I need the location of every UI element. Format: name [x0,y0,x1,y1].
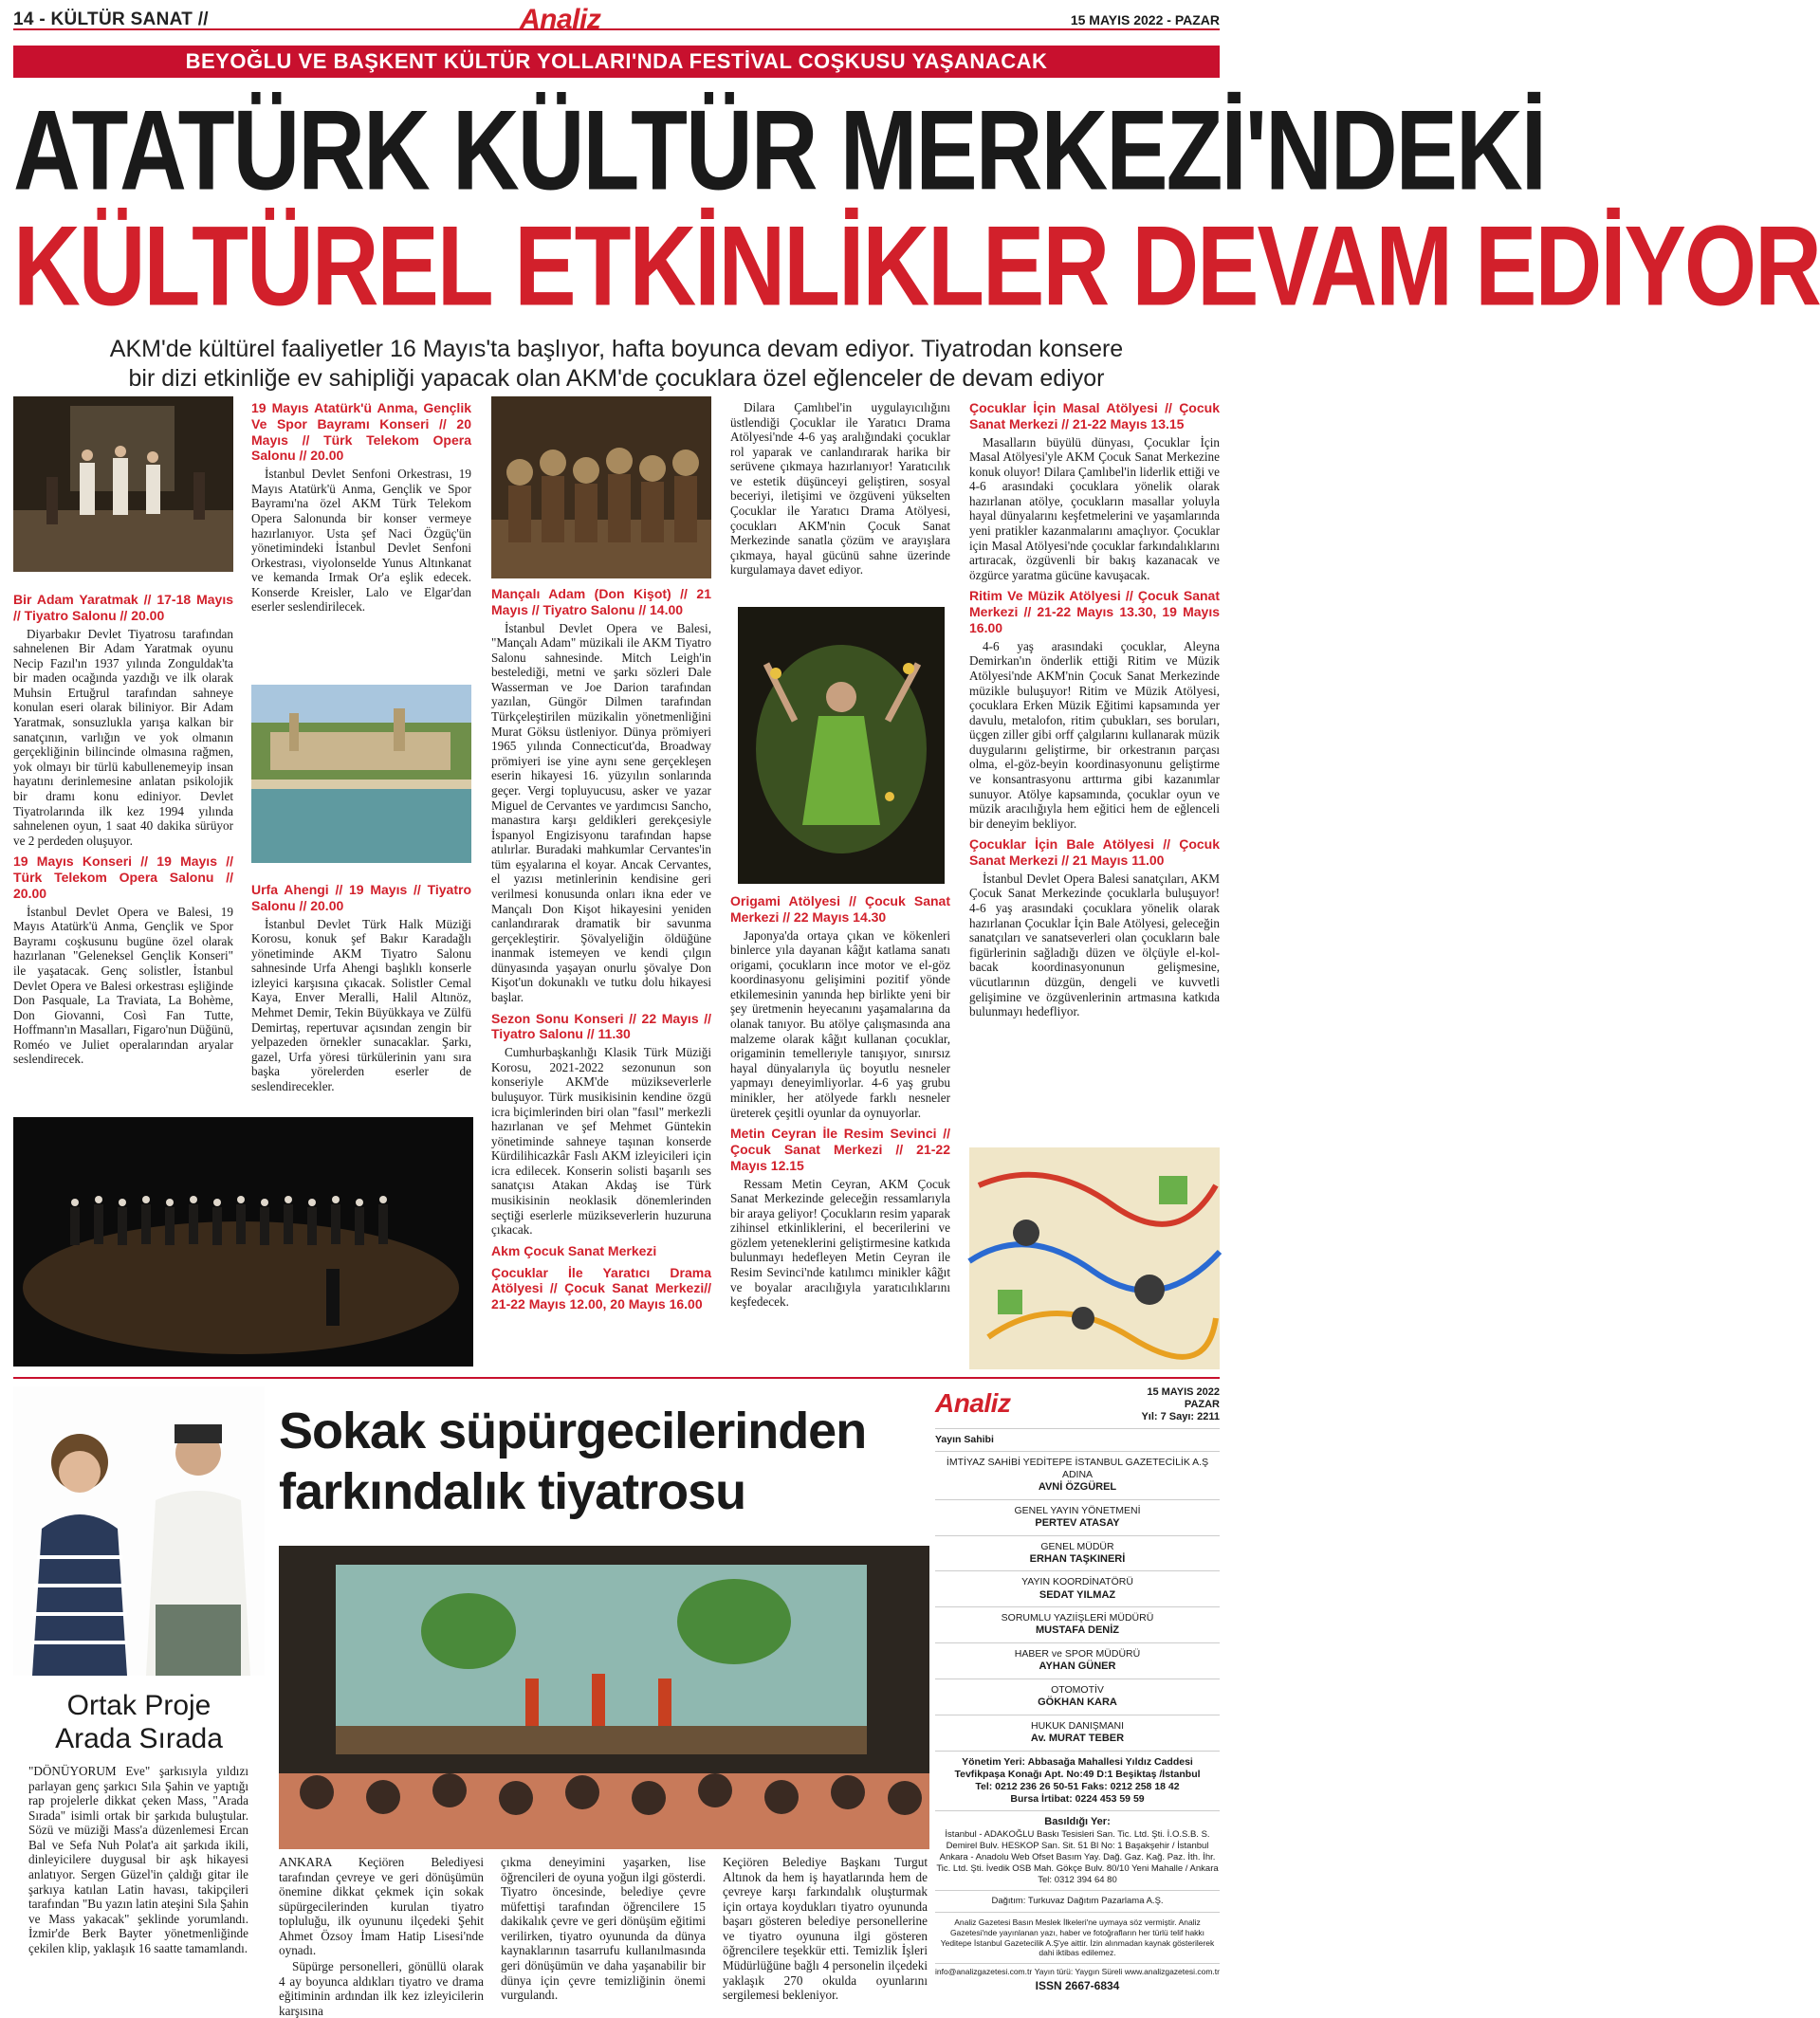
photo-children-painting [969,1147,1220,1369]
bursa-phone: Bursa İrtibat: 0224 453 59 59 [1010,1793,1145,1806]
role-name: AYHAN GÜNER [1039,1660,1116,1673]
event-text: İstanbul Devlet Opera ve Balesi, "Mançalı Adam" müzikali ile AKM Tiyatro Salonu sahnesinde. Mitch Leigh'in bestelediği, metni ve şarkı sözleri Dale Wasserman ve Joe Darion tarafından yazılan, Güngör Dilmen tarafından Türkçeleştirilen müzikalin yönetmenliğini Murat Göksu üstleniyor. Dünya prömiyeri 1965 yılında Connecticut'da, Broadway prömiyeri ise yine aynı sene gerçekleşen eserin hikayesi 16. yüzyılın sonlarında geçer. Vergi topluyucusu, asker ve yazar Miguel de Cervantes ve yardımcısı Sancho, manastıra karşı geldikleri gerekçesiyle İspanyol Engizisyonu tarafından hapse atılırlar. Buradaki mahkumlar Cervantes'in tüm eşyalarına el koyar. Ancak Cervantes, el yazısı metinlerinin kendisine geri verilmesi konusunda onları ikna eder ve Mançalı Don Kişot hikayesini yeniden canlandırarak dramatik bir savunma gerçekleştirir. Şövalyeliğin öldüğüne inanmak istemeyen ve kendi çılgın dünyasında yaşayan onurlu şövalye Don Kişot'un dokunaklı ve tutku dolu hikayesi başlar. [491,620,711,1005]
event-text: İstanbul Devlet Türk Halk Müziği Korosu, konuk şef Bakır Karadağlı yönetiminde AKM Tiyatro Salonu sahnesinde Urfa Ahengi başlıklı konserle izleyici karşısına çıkacak. Solistler Cemal Kaya, Enver Meralli, Halil Altınöz, Mehmet Demir, Tekin Büyükkaya ve Zülfü Demirtaş, repertuvar açısından zengin bir yelpazeden örnekler sunacaklar. Şarkı, gazel, Urfa yöresi türkülerinin yanı sıra başka yörelerden eserler de seslendirecekler. [251,916,471,1093]
role-title: YAYIN KOORDİNATÖRÜ [1021,1576,1133,1588]
event-heading: Sezon Sonu Konseri // 22 Mayıs // Tiyatro Salonu // 11.30 [491,1010,711,1042]
role-name: PERTEV ATASAY [1035,1516,1120,1529]
page-label: 14 - KÜLTÜR SANAT // [13,9,209,29]
deck [13,335,1220,394]
photo-urfa-pool [251,685,471,863]
role-name: GÖKHAN KARA [1038,1697,1117,1709]
story2-title [279,1402,933,1522]
column-2-top [251,400,471,628]
role-title: OTOMOTİV [1051,1684,1104,1697]
photo-dancer [738,607,945,884]
role-title: HABER ve SPOR MÜDÜRÜ [1014,1648,1141,1660]
photo-singers [13,1386,265,1676]
event-text: İstanbul Devlet Opera Balesi sanatçıları, AKM Çocuk Sanat Merkezinde çocuklarla buluşuyor! 4-6 yaş arasındaki çocuklara yönelik olarak hazırlanan Çocuklar İçin Bale Atölyesi, geleceğin sanatçıları ve sanatseverleri olan çocukların bale figürlerinin sağladığı düzen ve ölçüyle el-kol-bacak koordinasyonunun gelişmesine, vücutlarının düzgün, dengeli ve kuvvetli gelişimine ve özgüvenlerinin artmasına katkıda bulunmayı hedefliyor. [969,871,1220,1019]
issn: ISSN 2667-6834 [1035,1979,1120,1993]
headline-line1: ATATÜRK KÜLTÜR MERKEZİ'NDEKİ [13,85,1545,213]
event-heading: 19 Mayıs Konseri // 19 Mayıs // Türk Telekom Opera Salonu // 20.00 [13,853,233,901]
masthead-day: PAZAR [1184,1399,1220,1411]
story2-col1 [279,1855,484,2018]
distribution: Dağıtım: Turkuvaz Dağıtım Pazarlama A.Ş. [935,1891,1220,1913]
section-divider [13,1377,1220,1379]
website-link[interactable]: www.analizgazetesi.com.tr [1124,1966,1220,1976]
event-text: İstanbul Devlet Senfoni Orkestrası, 19 Mayıs Atatürk'ü Anma, Gençlik ve Spor Bayramı'na özel AKM Türk Telekom Opera Salonunda bir konser vermeye hazırlanıyor. Usta şef Naci Özgüç'ün yönetimindeki İstanbul Devlet Senfoni Orkestrası, viyolonselde Yunus Altınkanat ve kemanda Irmak Or'a eşlik edecek. Konserde Kreisler, Lalo ve Elgar'dan eserler seslendirilecek. [251,467,471,615]
event-text: Masalların büyülü dünyası, Çocuklar İçin Masal Atölyesi'yle AKM Çocuk Sanat Merkezine konuk oluyor! Dilara Çamlıbel'in liderlik ettiği ve 4-6 arasındaki çocuklara yönelik olarak hazırlanan atölye, çocukların masallar yoluyla hayal dünyalarını keşfetmelerini ve yaşamlarında yeni pratikler kazanmalarını amaçlıyor. Çocuklar için Masal Atölyesi'nde çocuklar farkındalıklarını artıracak, özgüvenli bir bakış kazanacak ve özgürce yaratma gücüne kavuşacak. [969,434,1220,582]
owner-name: AVNİ ÖZGÜREL [1038,1480,1117,1493]
story2-title-line1: Sokak süpürgecilerinden [279,1403,867,1459]
story2-text: Keçiören Belediye Başkanı Turgut Altınok da hem iş hayatlarında hem de çevreye karşı farkındalık oluşturmak için ortaya koydukları tiyatro oyununda başarı gösteren belediye personellerine ve tiyatro oyununa ilgi gösteren öğrencilere teşekkür etti. Temizlik İşleri Müdürlüğüne bağlı 4 personelin ilçedeki yaklaşık 270 okulda oyunlarını sergilemesi bekleniyor. [723,1855,928,2003]
publication-type: Yayın türü: Yaygın Süreli [1034,1966,1123,1976]
masthead [935,1386,1220,2003]
story2-text: Süpürge personelleri, gönüllü olarak 4 ay boyunca aldıkları tiyatro ve drama eğitiminin ardından ilk kez izleyicilerin karşısına [279,1959,484,2018]
headline-line2: KÜLTÜREL ETKİNLİKLER DEVAM EDİYOR [13,201,1820,329]
deck-line1: AKM'de kültürel faaliyetler 16 Mayıs'ta başlıyor, hafta boyunca devam ediyor. Tiyatrodan konsere [109,336,1124,362]
column-4-top [730,400,950,599]
event-text: 4-6 yaş arasındaki çocuklar, Aleyna Demirkan'ın önderlik ettiği Ritim ve Müzik Atölyesi'nde AKM'nin Çocuk Sanat Merkezinde müzikle buluşuyor! Ritim ve Müzik Atölyesi, çocuklara Erken Müzik Eğitimi kapsamında yer davulu, metalofon, ritim çubukları, ses boruları, üçgen ziller gibi orff çalgılarını kullanarak müzik duygularını geliştirme, bir orkestranın parçası olma, el-göz-beyin koordinasyonunu geliştirme ve konsantrasyonu arttırma gibi kazanımlar sunuyor. Atölye kapsamında, çocuklar oyun ve müzik aracılığıyla hem eğitici hem de eğlenceli bir deneyim bekliyor. [969,638,1220,831]
photo-street-sweepers-play [279,1546,929,1849]
role-name: Av. MURAT TEBER [1030,1733,1125,1745]
role-title: GENEL YAYIN YÖNETMENİ [1014,1504,1141,1516]
story2-col2 [501,1855,706,2011]
section-heading: Akm Çocuk Sanat Merkezi [491,1242,657,1258]
event-heading: Origami Atölyesi // Çocuk Sanat Merkezi // 22 Mayıs 14.30 [730,893,950,925]
event-heading: 19 Mayıs Atatürk'ü Anma, Gençlik Ve Spor Bayramı Konseri // 20 Mayıs // Türk Telekom Opera Salonu // 20.00 [251,400,471,464]
column-2-bottom [251,882,471,1110]
owner-text: İMTİYAZ SAHİBİ YEDİTEPE İSTANBUL GAZETECİLİK A.Ş ADINA [946,1456,1209,1480]
phone: Tel: 0212 236 26 50-51 Faks: 0212 258 18 42 [975,1781,1180,1793]
ethics-note: Analiz Gazetesi Basın Meslek İlkeleri'ne uymaya söz vermiştir. Analiz Gazetesi'nde yayınlanan yazı, haber ve fotoğrafların her türlü telif hakkı Yeditepe İstanbul Gazetecilik A.Ş'ye aittir. İzin alınmadan kaynak gösterilerek dahi iktibas edilemez. [935,1913,1220,1964]
masthead-issue: Yıl: 7 Sayı: 2211 [1141,1411,1220,1423]
role-title: SORUMLU YAZIİŞLERİ MÜDÜRÜ [1001,1612,1154,1624]
event-heading: Çocuklar İle Yaratıcı Drama Atölyesi // Çocuk Sanat Merkezi// 21-22 Mayıs 12.00, 20 Mayıs 16.00 [491,1264,711,1312]
column-3 [491,580,711,1367]
event-heading: Ritim Ve Müzik Atölyesi // Çocuk Sanat Merkezi // 21-22 Mayıs 13.30, 19 Mayıs 16.00 [969,588,1220,635]
story2-text: ANKARA Keçiören Belediyesi tarafından çevreye ve geri dönüşümün önemine dikkat çekmek için sokak süpürgecilerinden kurulan tiyatro topluluğu, ilk oyununu ilçedeki Şehit Ahmet Özsoy İmam Hatip Lisesi'nde oynadı. [279,1855,484,1958]
role-name: SEDAT YILMAZ [1039,1588,1116,1601]
story3-text: "DÖNÜYORUM Eve" şarkısıyla yıldızı parlayan genç şarkıcı Sıla Şahin ve yaptığı rap projelerle dikkat çeken Mass, "Arada Sırada" isimli ortak bir şarkıda buluştular. Sözü ve müziği Mass'a düzenlemesi Ercan Bal ve Sefa Nuh Polat'a ait şarkıda ikili, dinleyicilere duygusal bir aşk hikayesi anlatıyor. Sergen Güzel'in çaldığı gitar ile şarkıya katılan Latin havası, takipçileri tarafından "Bu yazın latin ateşini Sıla Şahin ve Mass yakacak" şeklinde yorumlandı. İzmir'de Berk Bayter yönetmenliğinde çekilen klip, yaklaşık 16 saatte tamamlandı. [28,1764,248,1955]
event-text: Ressam Metin Ceyran, AKM Çocuk Sanat Merkezinde geleceğin ressamlarıyla bir araya geliyor! Çocukların resim yaparak zihinsel etkinliklerini, el becerilerini ve gözlem yeteneklerini geliştirmesine katkıda bulunmayı hedefleyen Metin Ceyran ile Resim Sevinci'nde katılımcı minikler kâğıt ve boyalar aracılığıyla yaratıcılıklarını keşfedecek. [730,1176,950,1310]
print-ankara: Ankara - Anadolu Web Ofset Basım Yay. Dağ. Gaz. Kağ. Paz. İth. İhr. Tic. Ltd. Şti. İvedik OSB Mah. Gökçe Bulv. 80/10 Yeni Mahalle / Ankara Tel: 0312 394 64 80 [936,1851,1219,1885]
story2-col3 [723,1855,928,2011]
event-heading: Mançalı Adam (Don Kişot) // 21 Mayıs // Tiyatro Salonu // 14.00 [491,586,711,617]
event-heading: Çocuklar İçin Bale Atölyesi // Çocuk Sanat Merkezi // 21 Mayıs 11.00 [969,836,1220,869]
column-4-bottom [730,893,950,1372]
newspaper-logo: Analiz [520,4,601,35]
photo-orchestra-concert [13,1117,473,1367]
event-text: İstanbul Devlet Opera ve Balesi, 19 Mayıs Atatürk'ü Anma, Gençlik ve Spor Bayramı coşkusunu bugüne özel olarak hazırlanan "Geleneksel Gençlik Konseri" ile yaşatacak. Genç solistler, İstanbul Devlet Opera ve Balesi orkestrası eşliğinde Don Pasquale, La Traviata, La Bohème, Don Giovanni, Così Fan Tutte, Hoffmann'ın Masalları, Figaro'nun Düğünü, Roméo ve Juliet operalarından aryalar seslendirecek. [13,904,233,1067]
event-text: Dilara Çamlıbel'in uygulayıcılığını üstlendiği Çocuklar ile Yaratıcı Drama Atölyesi'nde 4-6 yaş aralığındaki çocuklar rol yaparak ve canlandırarak harika bir serüvene çıkmaya hazırlanıyor! Yaratıcılık ve estetik düşünceyi geliştiren, sosyal beceriyi, iletişimi ve özgüveni yükselten Çocuklar ile Yaratıcı Drama Atölyesi, çocukları AKM'nin Çocuk Sanat Merkezinde sanatla çözüm ve arayışlara çıkmaya, hayal gücünü sahne üzerinde kurgulamaya davet ediyor. [730,400,950,578]
section-banner: BEYOĞLU VE BAŞKENT KÜLTÜR YOLLARI'NDA FESTİVAL COŞKUSU YAŞANACAK [13,46,1220,78]
event-heading: Bir Adam Yaratmak // 17-18 Mayıs // Tiyatro Salonu // 20.00 [13,592,233,623]
column-1 [13,586,233,1098]
event-heading: Urfa Ahengi // 19 Mayıs // Tiyatro Salonu // 20.00 [251,882,471,913]
story3-title-line1: Ortak Proje [66,1690,211,1721]
print-label: Basıldığı Yer: [1044,1816,1111,1828]
role-name: ERHAN TAŞKINERİ [1029,1552,1126,1565]
story2-text: çıkma deneyimini yaşarken, lise öğrencileri de oyuna yoğun ilgi gösterdi. Tiyatro öncesinde, belediye çevre müfettişi tarafından öğrencilere 15 dakikalık çevre ve geri dönüşüm eğitimi verilirken, tiyatro oyununda da dünya kaynaklarının tasarrufu kullanılmasında geri dönüşümün ve daha yaşanabilir bir dünya için çevre temizliğinin önemi vurgulandı. [501,1855,706,2003]
event-heading: Metin Ceyran İle Resim Sevinci // Çocuk Sanat Merkezi // 21-22 Mayıs 12.15 [730,1126,950,1173]
masthead-logo: Analiz [935,1388,1011,1418]
event-text: Cumhurbaşkanlığı Klasik Türk Müziği Korosu, 2021-2022 sezonunun son konseriyle AKM'de müzikseverlerle buluşuyor. Türk musikisinin kendine özgü icra biçimlerinden biri olan "fasıl" merkezli hazırlanan ve şef Mehmet Güntekin yönetiminde sahneye taşınan konserde Kürdilihicazkâr Faslı AKM izleyicileri için icra edilecek. Konserin solisti başarılı ses sanatçısı Atakan Akdaş ise Türk musikisinin neoklasik dönemlerinden seçtiği eserlerle müzikseverlerin huzuruna çıkacak. [491,1045,711,1238]
story3-title [13,1690,265,1755]
print-istanbul: İstanbul - ADAKOĞLU Baskı Tesisleri San. Tic. Ltd. Şti. İ.O.S.B. S. Demirel Bulv. HESKOP San. Sit. 51 Bl No: 1 Başakşehir / İstanbul [945,1829,1210,1851]
issue-date: 15 MAYIS 2022 - PAZAR [1070,12,1220,28]
email-link[interactable]: info@analizgazetesi.com.tr [935,1966,1033,1976]
masthead-date: 15 MAYIS 2022 [1147,1386,1220,1398]
role-name: MUSTAFA DENİZ [1036,1624,1119,1637]
owner-label: Yayın Sahibi [935,1433,994,1445]
photo-musical-cast [491,396,711,578]
story2-title-line2: farkındalık tiyatrosu [279,1462,746,1520]
story3-title-line2: Arada Sırada [55,1722,223,1754]
photo-play-stage [13,396,233,572]
address: Yönetim Yeri: Abbasağa Mahallesi Yıldız Caddesi Tevfikpaşa Konağı Apt. No:49 D:1 Beşiktaş /İstanbul [954,1755,1201,1780]
deck-line2: bir dizi etkinliğe ev sahipliği yapacak olan AKM'de çocuklara özel eğlenceler de devam ediyor [128,365,1105,393]
event-text: Diyarbakır Devlet Tiyatrosu tarafından sahnelenen Bir Adam Yaratmak oyunu Necip Fazıl'ın 1937 yılında Zonguldak'ta bir maden ocağında yazdığı ve ilk olarak Muhsin Ertuğrul tarafından sahneye konulan eseri olarak biliniyor. Bir Adam Yaratmak, sonsuzlukla yarışa kalkan bir sanatçının, varlığın ve yok olmanın gerçekliğinin bilincinde olmasına rağmen, yok olmayı bir türlü kabullenemeyip insan hayatını derinlemesine anlatan psikolojik bir dramı konu ediniyor. Devlet Tiyatrolarında ilk kez 1994 yılında sahnelenen oyun, 1 saat 40 dakika sürüyor ve 2 perdeden oluşuyor. [13,626,233,848]
event-text: Japonya'da ortaya çıkan ve kökenleri binlerce yıla dayanan kâğıt katlama sanatı origami, çocukların ince motor ve el-göz koordinasyonu gelişimini pozitif yönde etkilemesinin yanında hep birlikte yeni bir şey üretmenin heyecanını yaşamalarına da olanak tanıyor. Bu atölye çalışmasında ana malzeme olarak kâğıt kullanan çocuklar, origaminin temellerıyle tanışıyor, sınırsız hayal dünyalarıyla üç boyutlu nesneler yapmayı deneyimliyorlar. 4-6 yaş grubu minikler, her atölyede farklı nesneler üreterek çeşitli oyunlar da oynuyorlar. [730,927,950,1120]
role-title: GENEL MÜDÜR [1040,1540,1114,1552]
story3-body [28,1764,248,2006]
event-heading: Çocuklar İçin Masal Atölyesi // Çocuk Sanat Merkezi // 21-22 Mayıs 13.15 [969,400,1220,431]
column-5 [969,400,1220,1149]
role-title: HUKUK DANIŞMANI [1030,1719,1124,1732]
